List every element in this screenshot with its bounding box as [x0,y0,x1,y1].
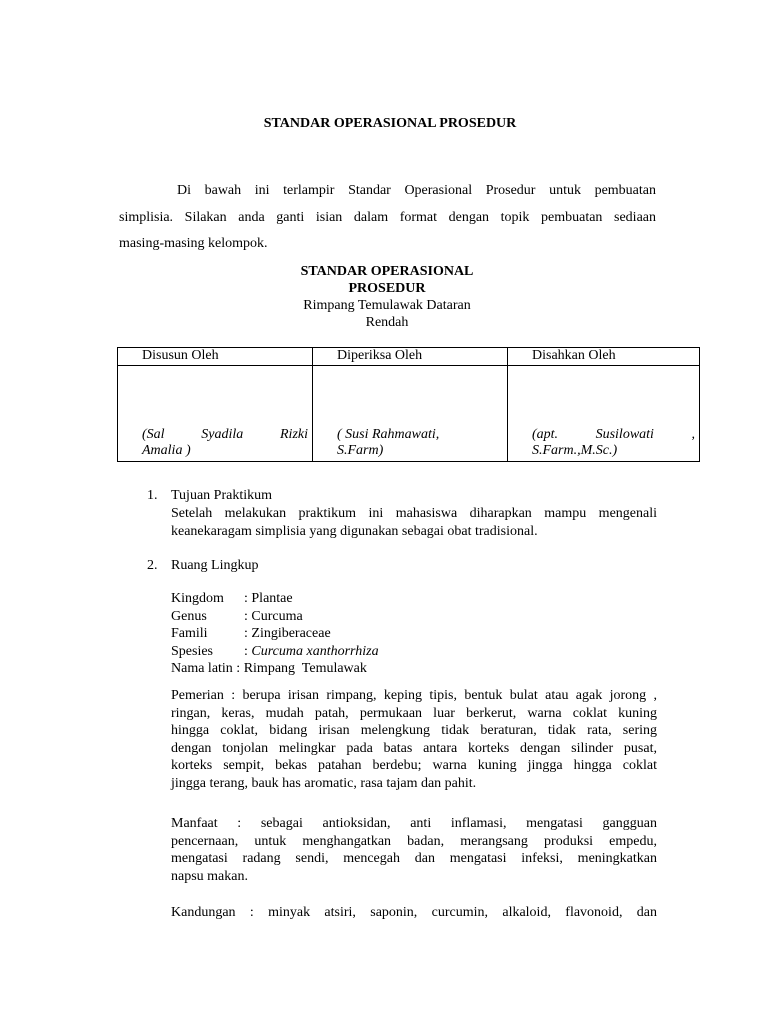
pemerian-paragraph: Pemerian : berupa irisan rimpang, keping tipis, bentuk bulat atau agak jorong , ringan, keras, mudah patah, permukaan luar berkerut, warna coklat kuning hingga coklat, bidang irisan melengkung tidak beraturan, tidak rata, sering dengan tonjolan melingkar pada batas antara korteks dengan silinder pusat, korteks sempit, bekas patahan berdebu; warna kuning jingga hingga coklat jingga terang, bauk has aromatic, rasa tajam dan pahit. [171,688,657,791]
classification-list [171,590,657,678]
signer-name: ( Susi Rahmawati, S.Farm) [337,427,440,458]
classification-row: Famili : Zingiberaceae [171,626,331,642]
section1-body: Setelah melakukan praktikum ini mahasiswa diharapkan mampu mengenali keanekaragam simplisia yang digunakan sebagai obat tradisional. [171,506,657,539]
section1-heading: Tujuan Praktikum [171,488,272,503]
signer-cell-disusun [118,366,313,462]
sop-subtitle-line2: Rendah [365,315,409,330]
intro-paragraph [119,178,656,258]
sop-subtitle-line1: Rimpang Temulawak Dataran [303,298,471,313]
signer-name: (apt. Susilowati , S.Farm.,M.Sc.) [532,427,695,458]
signer-cell-disahkan [508,366,700,462]
classification-row: Genus : Curcuma [171,608,303,624]
classification-row: Kingdom : Plantae [171,591,293,606]
classification-row: Nama latin : Rimpang Temulawak [171,661,367,677]
manfaat-paragraph: Manfaat : sebagai antioksidan, anti inflamasi, mengatasi gangguan pencernaan, untuk menghangatkan badan, merangsang produksi empedu, mengatasi radang sendi, mencegah dan mengatasi infeksi, meningkatkan napsu makan. [171,816,657,884]
header-disahkan: Disahkan Oleh [508,348,700,366]
sop-title-line2: PROSEDUR [348,281,426,296]
intro-line: Di bawah ini terlampir Standar Operasional Prosedur untuk pembuatan [177,183,656,198]
header-diperiksa: Diperiksa Oleh [313,348,508,366]
section2-heading: Ruang Lingkup [171,558,259,573]
section1-number: 1. [147,488,158,503]
sop-title-line1: STANDAR OPERASIONAL [300,264,474,279]
signature-table-body [118,366,700,462]
signature-table-header [118,348,700,366]
kandungan-paragraph: Kandungan : minyak atsiri, saponin, curcumin, alkaloid, flavonoid, dan [171,905,657,920]
intro-line: simplisia. Silakan anda ganti isian dalam format dengan topik pembuatan sediaan [119,209,656,225]
header-disusun: Disusun Oleh [118,348,313,366]
signer-cell-diperiksa [313,366,508,462]
signature-table [117,347,700,462]
document-title: STANDAR OPERASIONAL PROSEDUR [263,116,517,131]
intro-line: masing-masing kelompok. [119,236,268,251]
section2-number: 2. [147,558,158,573]
signer-name: (Sal Syadila Rizki Amalia ) [142,427,308,458]
classification-row: Spesies : Curcuma xanthorrhiza [171,643,379,659]
